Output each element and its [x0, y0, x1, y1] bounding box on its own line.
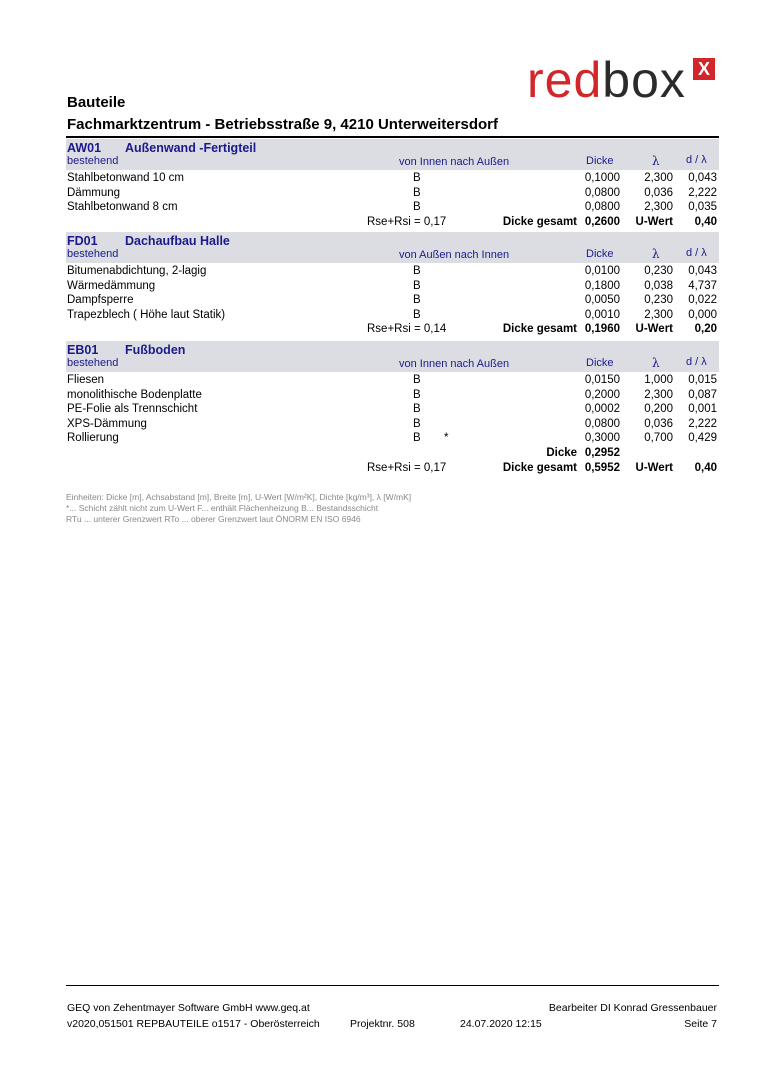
footer-rule: [66, 985, 719, 986]
footer-version: v2020,051501 REPBAUTEILE o1517 - Oberösterreich: [67, 1018, 320, 1030]
layer-resistance: 2,222: [688, 186, 717, 199]
layer-lambda: 0,700: [644, 432, 673, 445]
layer-lambda: 2,300: [644, 308, 673, 321]
column-header-dicke: Dicke: [586, 248, 614, 260]
layer-resistance: 0,043: [688, 172, 717, 184]
layer-row: [66, 201, 719, 216]
layer-status-flag: B: [413, 186, 421, 199]
layer-thickness: 0,2000: [584, 388, 620, 401]
layer-thickness: 0,0010: [584, 308, 620, 321]
layer-status-flag: B: [413, 265, 421, 277]
note-line: RTu ... unterer Grenzwert RTo ... oberer Grenzwert laut ÖNORM EN ISO 6946: [66, 514, 361, 524]
layer-resistance: 0,035: [688, 201, 717, 214]
total-thickness-value: 0,2600: [584, 215, 620, 228]
layer-row: [66, 403, 719, 418]
layer-thickness: 0,0050: [584, 294, 620, 307]
layer-resistance: 2,222: [688, 417, 717, 430]
total-thickness-label: Dicke gesamt: [502, 323, 577, 336]
column-header-dicke: Dicke: [586, 357, 614, 369]
section-direction: von Innen nach Außen: [399, 156, 510, 168]
column-header-d-lambda: d / λ: [686, 154, 707, 166]
u-value: 0,20: [694, 323, 717, 336]
layer-list: [66, 170, 719, 231]
layer-thickness: 0,3000: [584, 432, 620, 445]
layer-lambda: 2,300: [644, 172, 673, 184]
layer-resistance: 0,429: [688, 432, 717, 445]
layer-status-flag: B: [413, 403, 421, 416]
layer-name: PE-Folie als Trennschicht: [67, 403, 198, 416]
section-name: Dachaufbau Halle: [125, 234, 230, 248]
layer-name: Trapezblech ( Höhe laut Statik): [67, 308, 226, 321]
section-header: [66, 341, 719, 372]
layer-thickness: 0,0002: [584, 403, 620, 416]
layer-thickness: 0,0150: [584, 374, 620, 386]
rse-rsi-value: Rse+Rsi = 0,14: [367, 323, 447, 336]
layer-row: [66, 389, 719, 404]
layer-row: [66, 280, 719, 295]
layer-row: [66, 265, 719, 280]
layer-lambda: 0,230: [644, 294, 673, 307]
note-line: Einheiten: Dicke [m], Achsabstand [m], Breite [m], U-Wert [W/m²K], Dichte [kg/m³], λ [W/mK]: [66, 492, 412, 502]
layer-status-flag: B: [413, 308, 421, 321]
layer-row: [66, 418, 719, 433]
section-code: FD01: [67, 234, 98, 248]
summary-row: [66, 462, 719, 477]
layer-row: [66, 294, 719, 309]
u-value-label: U-Wert: [635, 215, 673, 228]
column-header-dicke: Dicke: [586, 155, 614, 167]
rse-rsi-value: Rse+Rsi = 0,17: [367, 215, 447, 228]
section-status: bestehend: [67, 155, 119, 167]
layer-lambda: 0,200: [644, 403, 673, 416]
layer-row: [66, 309, 719, 324]
section-direction: von Innen nach Außen: [399, 358, 510, 370]
layer-name: Stahlbetonwand 8 cm: [67, 201, 178, 214]
layer-excluded-flag: *: [444, 432, 449, 445]
layer-lambda: 0,230: [644, 265, 673, 277]
layer-lambda: 1,000: [644, 374, 673, 386]
section-code: AW01: [67, 141, 102, 155]
u-value-label: U-Wert: [635, 461, 673, 474]
layer-name: monolithische Bodenplatte: [67, 388, 202, 401]
layer-resistance: 0,001: [688, 403, 717, 416]
summary-row: [66, 323, 719, 338]
layer-status-flag: B: [413, 374, 421, 386]
section-direction: von Außen nach Innen: [399, 249, 510, 261]
rse-rsi-value: Rse+Rsi = 0,17: [367, 461, 447, 474]
section-fd01: [66, 232, 719, 338]
layer-resistance: 0,000: [688, 308, 717, 321]
layer-thickness: 0,1800: [584, 279, 620, 292]
layer-lambda: 0,038: [644, 279, 673, 292]
layer-name: Dämmung: [67, 186, 121, 199]
logo-wordmark: redbox: [527, 52, 686, 108]
u-value: 0,40: [694, 461, 717, 474]
layer-lambda: 2,300: [644, 388, 673, 401]
layer-thickness: 0,0100: [584, 265, 620, 277]
u-value-label: U-Wert: [635, 323, 673, 336]
layer-name: Rollierung: [67, 432, 119, 445]
layer-lambda: 0,036: [644, 186, 673, 199]
total-thickness-value: 0,5952: [584, 461, 620, 474]
section-aw01: [66, 139, 719, 231]
footer-company: GEQ von Zehentmayer Software GmbH www.geq.at: [67, 1002, 310, 1014]
header-rule: [66, 136, 719, 138]
column-header-lambda: λ: [652, 154, 660, 168]
layer-status-flag: B: [413, 432, 421, 445]
section-status: bestehend: [67, 357, 119, 369]
column-header-lambda: λ: [652, 356, 660, 370]
page-title: Bauteile: [67, 94, 126, 111]
footer-project: Projektnr. 508: [350, 1018, 415, 1030]
redbox-logo: [527, 52, 715, 108]
total-thickness-value: 0,2952: [584, 446, 620, 459]
unit-notes: [66, 492, 411, 525]
layer-thickness: 0,0800: [584, 417, 620, 430]
section-header: [66, 232, 719, 263]
footer-editor: Bearbeiter DI Konrad Gressenbauer: [548, 1002, 717, 1014]
footer-datetime: 24.07.2020 12:15: [460, 1018, 542, 1030]
layer-name: XPS-Dämmung: [67, 417, 147, 430]
u-value: 0,40: [694, 215, 717, 228]
layer-list: [66, 263, 719, 338]
section-header: [66, 139, 719, 170]
column-header-d-lambda: d / λ: [686, 356, 707, 368]
summary-row: [66, 216, 719, 231]
layer-thickness: 0,0800: [584, 201, 620, 214]
layer-status-flag: B: [413, 294, 421, 307]
project-title: Fachmarktzentrum - Betriebsstraße 9, 4210 Unterweitersdorf: [67, 116, 498, 133]
total-thickness-label: Dicke gesamt: [502, 215, 577, 228]
layer-resistance: 4,737: [688, 279, 717, 292]
layer-status-flag: B: [413, 279, 421, 292]
layer-thickness: 0,1000: [584, 172, 620, 184]
layer-name: Bitumenabdichtung, 2-lagig: [67, 265, 207, 277]
layer-row: [66, 187, 719, 202]
layer-status-flag: B: [413, 417, 421, 430]
layer-resistance: 0,022: [688, 294, 717, 307]
layer-status-flag: B: [413, 172, 421, 184]
layer-resistance: 0,043: [688, 265, 717, 277]
layer-resistance: 0,087: [688, 388, 717, 401]
layer-thickness: 0,0800: [584, 186, 620, 199]
logo-x-mark: X: [693, 58, 715, 80]
section-name: Fußboden: [125, 343, 186, 357]
layer-lambda: 0,036: [644, 417, 673, 430]
section-eb01: [66, 341, 719, 477]
column-header-lambda: λ: [652, 247, 660, 261]
layer-resistance: 0,015: [688, 374, 717, 386]
note-line: *... Schicht zählt nicht zum U-Wert F... enthält Flächenheizung B... Bestandsschicht: [66, 503, 379, 513]
layer-lambda: 2,300: [644, 201, 673, 214]
total-thickness-label: Dicke gesamt: [502, 461, 577, 474]
layer-row: [66, 432, 719, 447]
layer-row: [66, 172, 719, 187]
summary-row: [66, 447, 719, 462]
layer-name: Fliesen: [67, 374, 105, 386]
layer-status-flag: B: [413, 388, 421, 401]
column-header-d-lambda: d / λ: [686, 247, 707, 259]
section-code: EB01: [67, 343, 99, 357]
layer-name: Dampfsperre: [67, 294, 134, 307]
layer-row: [66, 374, 719, 389]
layer-list: [66, 372, 719, 477]
layer-name: Stahlbetonwand 10 cm: [67, 172, 184, 184]
layer-status-flag: B: [413, 201, 421, 214]
section-status: bestehend: [67, 248, 119, 260]
footer-page: Seite 7: [684, 1018, 717, 1030]
layer-name: Wärmedämmung: [67, 279, 156, 292]
total-thickness-label: Dicke: [546, 446, 577, 459]
section-name: Außenwand -Fertigteil: [125, 141, 257, 155]
total-thickness-value: 0,1960: [584, 323, 620, 336]
